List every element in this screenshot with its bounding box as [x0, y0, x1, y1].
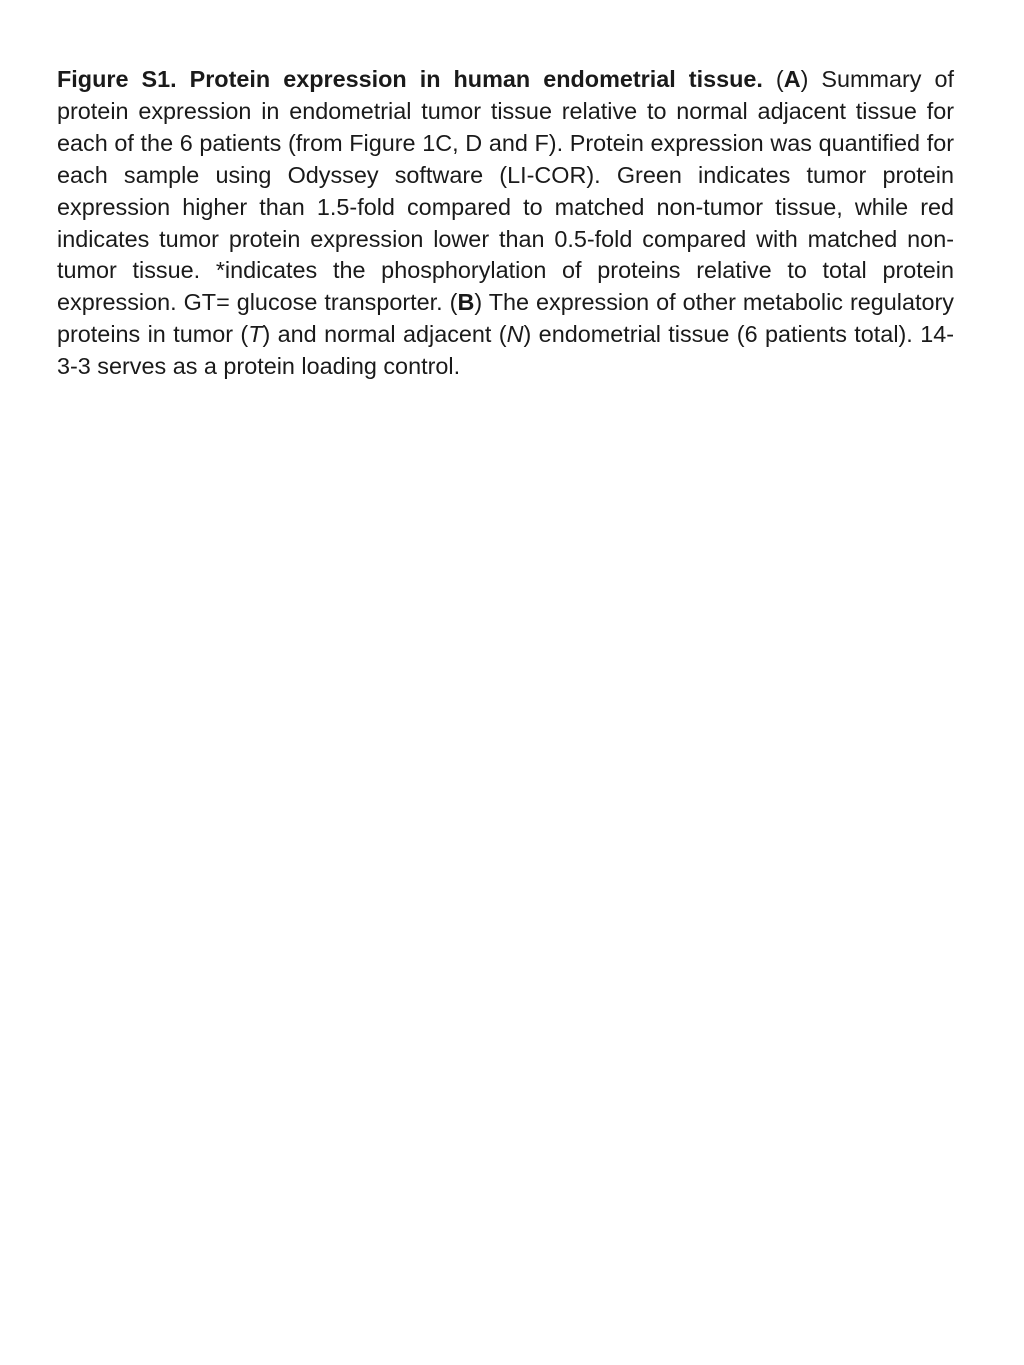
- tumor-abbrev: T: [248, 321, 263, 348]
- figure-caption: [57, 64, 954, 383]
- normal-abbrev: N: [506, 321, 524, 348]
- part-a-label: A: [783, 66, 801, 92]
- part-b-close-paren: ): [474, 289, 483, 316]
- part-b-text-3: ) endometrial tissue (6 patients total). 14-3-3 serves as a protein loading control.: [57, 321, 954, 380]
- part-a-close-paren: ): [800, 66, 809, 92]
- part-b-label: B: [457, 289, 475, 316]
- part-b-open-paren: (: [442, 289, 458, 316]
- part-a-open-paren: (: [762, 66, 784, 92]
- part-a-text: Summary of protein expression in endometrial tumor tissue relative to normal adjacent tissue for each of the 6 patients (from Figure 1C, D and F). Protein expression was quantified for each sample using Odyssey software (LI-COR). Green indicates tumor protein expression higher than 1.5-fold compared to matched non-tumor tissue, while red indicates tumor protein expression lower than 0.5-fold compared with matched non-tumor tissue. *indicates the phosphorylation of proteins relative to total protein expression. GT= glucose transporter.: [57, 66, 955, 316]
- caption-title: Figure S1. Protein expression in human endometrial tissue.: [57, 66, 763, 92]
- part-b-text-1: The expression of other metabolic regulatory proteins in tumor (: [57, 289, 954, 348]
- part-b-text-2: ) and normal adjacent (: [262, 321, 507, 348]
